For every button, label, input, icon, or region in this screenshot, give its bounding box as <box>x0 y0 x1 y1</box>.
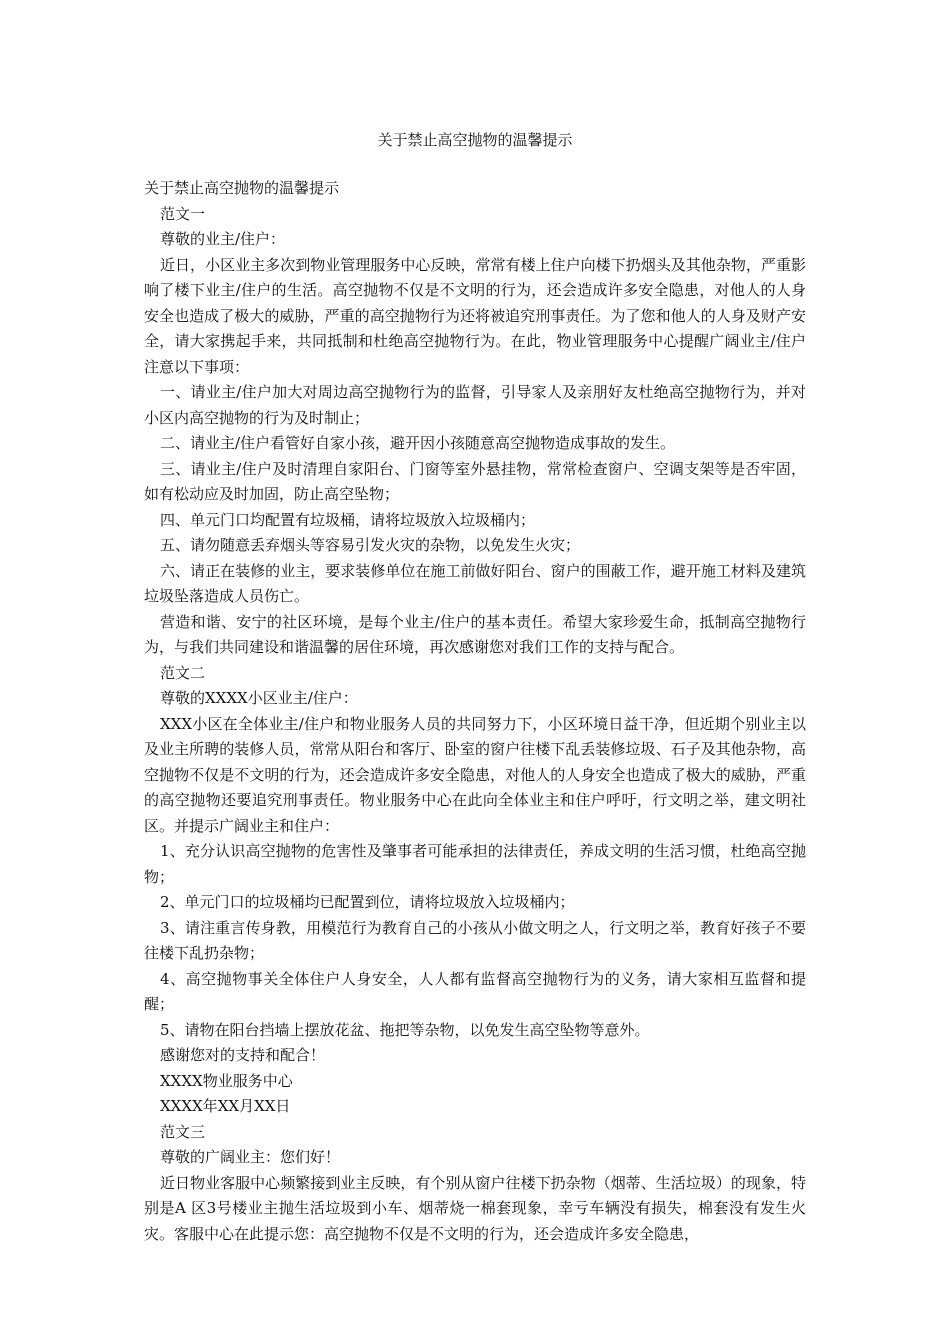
document-paragraph: XXXX物业服务中心 <box>160 1071 293 1090</box>
document-paragraph: 感谢您对的支持和配合！ <box>160 1046 326 1064</box>
document-paragraph: XXXX年XX月XX日 <box>160 1097 291 1115</box>
document-title: 关于禁止高空抛物的温馨提示 <box>377 131 573 149</box>
document-paragraph: 5、请物在阳台挡墙上摆放花盆、拖把等杂物，以免发生高空坠物等意外。 <box>160 1020 650 1039</box>
document-paragraph: 尊敬的XXXX小区业主/住户： <box>160 689 358 707</box>
document-paragraph: XXX小区在全体业主/住户和物业服务人员的共同努力下，小区环境日益干净，但近期个别业主以及业主所聘的装修人员，常常从阳台和客厅、卧室的窗户往楼下乱丢装修垃圾、石子及其他杂物，高空抛物不仅是不文明的行为，还会造成许多安全隐患，对他人的人身安全也造成了极大的威胁，严重的高空抛物还要追究刑事责任。物业服务中心在此向全体业主和住户呼吁，行文明之举，建文明社区。并提示广阔业主和住户： <box>144 714 806 835</box>
document-paragraph: 二、请业主/住户看管好自家小孩，避开因小孩随意高空抛物造成事故的发生。 <box>160 434 676 452</box>
document-paragraph: 近日物业客服中心频繁接到业主反映，有个别从窗户往楼下扔杂物（烟蒂、生活垃圾）的现象，特别是A 区3号楼业主抛生活垃圾到小车、烟蒂烧一棉套现象，幸亏车辆没有损失，棉套没有发生火灾。客服中心在此提示您：高空抛物不仅是不文明的行为，还会造成许多安全隐患， <box>144 1173 806 1243</box>
document-paragraph: 2、单元门口的垃圾桶均已配置到位，请将垃圾放入垃圾桶内； <box>160 893 575 911</box>
document-paragraph: 范文一 <box>160 204 206 223</box>
document-paragraph: 尊敬的广阔业主：您们好！ <box>160 1148 341 1166</box>
document-paragraph: 范文二 <box>160 663 206 682</box>
document-paragraph: 尊敬的业主/住户： <box>160 230 286 248</box>
document-paragraph: 营造和谐、安宁的社区环境，是每个业主/住户的基本责任。希望大家珍爱生命，抵制高空抛物行为，与我们共同建设和谐温馨的居住环境，再次感谢您对我们工作的支持与配合。 <box>144 612 806 656</box>
document-paragraph: 4、高空抛物事关全体住户人身安全，人人都有监督高空抛物行为的义务，请大家相互监督和提醒； <box>144 969 806 1013</box>
document-paragraph: 近日，小区业主多次到物业管理服务中心反映，常常有楼上住户向楼下扔烟头及其他杂物，严重影响了楼下业主/住户的生活。高空抛物不仅是不文明的行为，还会造成许多安全隐患，对他人的人身安全也造成了极大的威胁，严重的高空抛物行为还将被追究刑事责任。为了您和他人的人身及财产安全，请大家携起手来，共同抵制和杜绝高空抛物行为。在此，物业管理服务中心提醒广阔业主/住户注意以下事项： <box>144 255 806 376</box>
document-heading: 关于禁止高空抛物的温馨提示 <box>144 179 340 197</box>
document-paragraph: 四、单元门口均配置有垃圾桶，请将垃圾放入垃圾桶内； <box>160 510 536 529</box>
document-body <box>144 176 806 1247</box>
document-paragraph: 三、请业主/住户及时清理自家阳台、门窗等室外悬挂物，常常检查窗户、空调支架等是否牢固，如有松动应及时加固，防止高空坠物； <box>144 459 806 503</box>
document-paragraph: 六、请正在装修的业主，要求装修单位在施工前做好阳台、窗户的围蔽工作，避开施工材料及建筑垃圾坠落造成人员伤亡。 <box>144 561 806 605</box>
document-paragraph: 3、请注重言传身教，用模范行为教育自己的小孩从小做文明之人，行文明之举，教育好孩子不要往楼下乱扔杂物； <box>144 918 806 962</box>
document-paragraph: 五、请勿随意丢弃烟头等容易引发火灾的杂物，以免发生火灾； <box>160 536 581 554</box>
document-paragraph: 一、请业主/住户加大对周边高空抛物行为的监督，引导家人及亲朋好友杜绝高空抛物行为，并对小区内高空抛物的行为及时制止； <box>144 383 806 427</box>
document-paragraph: 1、充分认识高空抛物的危害性及肇事者可能承担的法律责任，养成文明的生活习惯，杜绝高空抛物； <box>144 842 806 886</box>
document-paragraph: 范文三 <box>160 1122 206 1141</box>
